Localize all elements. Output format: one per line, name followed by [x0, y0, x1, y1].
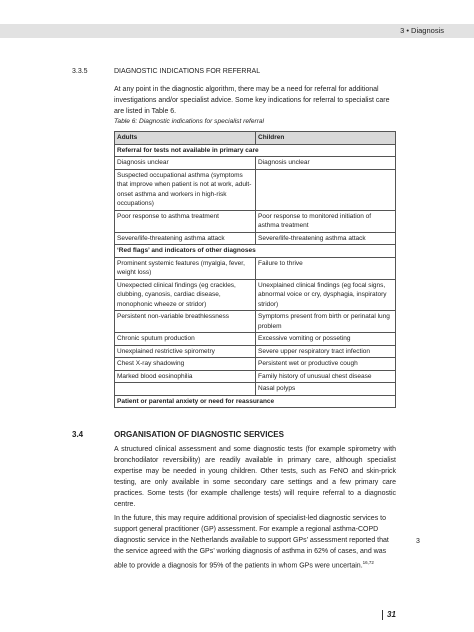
adults-cell: Persistent non-variable breathlessness — [115, 311, 256, 333]
section-3-3-5-intro: At any point in the diagnostic algorithm, there may be a need for referral for additional investigations and/or specialist advice. Some key indications for referral to specialist care are listed in Table 6. — [114, 86, 390, 115]
children-cell: Failure to thrive — [256, 257, 396, 279]
running-header-title: 3 • Diagnosis — [400, 26, 444, 35]
column-header-adults: Adults — [115, 132, 256, 145]
column-header-children: Children — [256, 132, 396, 145]
paragraph-2-text: In the future, this may require additional provision of specialist-led diagnostic services to support general practitioner (GP) assessment. For example a regional asthma-COPD diagnostic service in the Netherlands available to support GPs’ assessment reported that the service agreed with the GPs’ working diagnosis of asthma in 62% of cases, and was able to provide a diagnosis for 95% of the patients in whom GPs were uncertain. — [114, 515, 389, 570]
adults-cell: Diagnosis unclear — [115, 157, 256, 170]
table-section-row — [115, 245, 396, 258]
table-row — [115, 383, 396, 396]
table-header-row — [115, 132, 396, 145]
adults-cell: Unexplained restrictive spirometry — [115, 345, 256, 358]
table-row — [115, 257, 396, 279]
adults-cell: Poor response to asthma treatment — [115, 210, 256, 232]
table-row — [115, 311, 396, 333]
referral-indications-table — [114, 131, 396, 408]
table-row — [115, 370, 396, 383]
table-row — [115, 345, 396, 358]
table-row — [115, 169, 396, 210]
children-cell: Nasal polyps — [256, 383, 396, 396]
table-row — [115, 358, 396, 371]
table-row — [115, 157, 396, 170]
adults-cell: Chest X-ray shadowing — [115, 358, 256, 371]
children-cell: Severe upper respiratory tract infection — [256, 345, 396, 358]
children-cell: Symptoms present from birth or perinatal lung problem — [256, 311, 396, 333]
table-row — [115, 333, 396, 346]
table-caption: Table 6: Diagnostic indications for specialist referral — [114, 118, 265, 125]
chapter-margin-marker: 3 — [416, 538, 420, 545]
section-number: 3.4 — [72, 430, 84, 439]
children-cell: Diagnosis unclear — [256, 157, 396, 170]
adults-cell — [115, 383, 256, 396]
reference-superscript: 16,72 — [362, 560, 374, 565]
section-3-4-paragraph-1: A structured clinical assessment and some diagnostic tests (for example spirometry with bronchodilator reversibility) are readily available in primary care, although specialist expertise may be needed in young children. Other tests, such as FeNO and skin-prick testing, are only available in some secondary care settings and a few primary care practices. Some tests (for example challenge tests) will require referral to a diagnostic centre. — [114, 446, 396, 508]
section-3-4-paragraph-2 — [114, 513, 396, 571]
adults-cell: Prominent systemic features (myalgia, fever, weight loss) — [115, 257, 256, 279]
table-section-heading: Patient or parental anxiety or need for reassurance — [115, 395, 396, 408]
children-cell: Persistent wet or productive cough — [256, 358, 396, 371]
table-section-row — [115, 144, 396, 157]
section-number: 3.3.5 — [72, 68, 88, 75]
adults-cell: Suspected occupational asthma (symptoms that improve when patient is not at work, adult-onset asthma and workers in high-risk occupations) — [115, 169, 256, 210]
children-cell: Excessive vomiting or posseting — [256, 333, 396, 346]
adults-cell: Chronic sputum production — [115, 333, 256, 346]
table-row — [115, 279, 396, 311]
section-title: ORGANISATION OF DIAGNOSTIC SERVICES — [114, 430, 284, 439]
section-title: DIAGNOSTIC INDICATIONS FOR REFERRAL — [114, 68, 261, 75]
adults-cell: Unexpected clinical findings (eg crackles, clubbing, cyanosis, cardiac disease, monophonic wheeze or stridor) — [115, 279, 256, 311]
children-cell: Severe/life-threatening asthma attack — [256, 232, 396, 245]
children-cell: Poor response to monitored initiation of asthma treatment — [256, 210, 396, 232]
table-section-heading: Referral for tests not available in primary care — [115, 144, 396, 157]
table-section-heading: ‘Red flags’ and indicators of other diagnoses — [115, 245, 396, 258]
adults-cell: Marked blood eosinophilia — [115, 370, 256, 383]
table-section-row — [115, 395, 396, 408]
adults-cell: Severe/life-threatening asthma attack — [115, 232, 256, 245]
page-number: 31 — [382, 610, 396, 620]
children-cell: Family history of unusual chest disease — [256, 370, 396, 383]
children-cell: Unexplained clinical findings (eg focal signs, abnormal voice or cry, dysphagia, inspiratory stridor) — [256, 279, 396, 311]
table-row — [115, 232, 396, 245]
children-cell — [256, 169, 396, 210]
table-row — [115, 210, 396, 232]
